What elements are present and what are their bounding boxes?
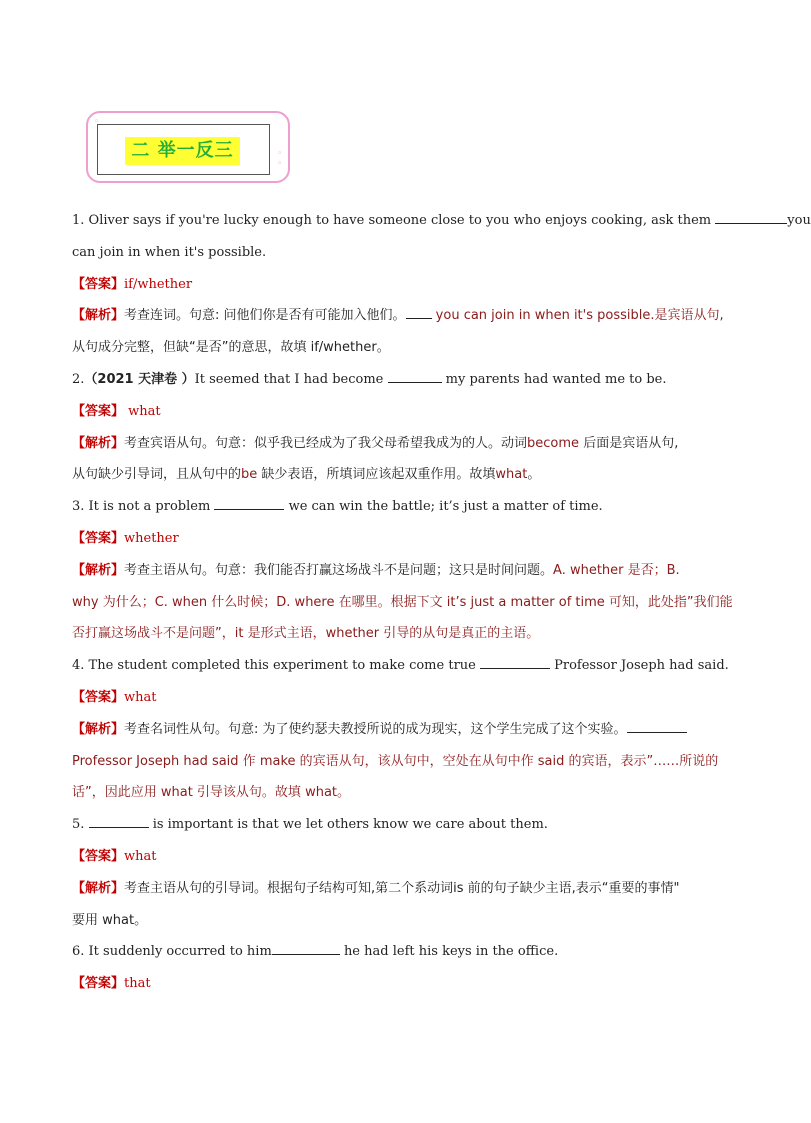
answer-value: whether [124,530,179,546]
analysis-5 [72,873,722,905]
analysis-4 [72,714,722,746]
decoration-dot: ◦ [277,159,283,169]
analysis-text: 缺少表语，所填词应该起双重作用。故填 [261,467,496,483]
question-text: 4. The student completed this experiment to make come true [72,658,476,674]
analysis-label: 【解析】 [72,880,125,896]
answer-label: 【答案】 [72,848,125,864]
analysis-4-cont [72,777,722,809]
analysis-2-cont [72,459,722,491]
analysis-3 [72,555,722,587]
blank [406,304,432,319]
answer-value: if/whether [124,276,193,292]
blank [214,495,284,510]
analysis-3-cont [72,618,722,650]
answer-2 [72,396,722,428]
question-text: It seemed that I had become [194,371,384,387]
question-source: （2021 天津卷 ） [84,371,195,387]
question-6 [72,936,722,968]
answer-value: what [128,403,161,419]
question-4 [72,650,729,682]
analysis-text: 考查主语从句的引导词。根据句子结构可知,第二个系动词is 前的句子缺少主语,表示“重要的事情" [124,880,680,896]
analysis-text: 考查连词。句意: 问他们你是否有可能加入他们。 [124,308,406,324]
answer-4 [72,682,722,714]
analysis-1 [72,300,722,332]
blank [627,718,687,733]
analysis-label: 【解析】 [72,562,125,578]
analysis-text: 从句缺少引导词，且从句中的 [72,467,242,483]
question-text: can join in when it's possible. [72,244,267,260]
answer-label: 【答案】 [72,403,125,419]
blank [89,813,149,828]
question-text: is important is that we let others know we care about them. [152,817,548,833]
question-2 [72,364,722,396]
decoration-dot: ◦ [277,149,283,159]
question-1-cont [72,237,722,269]
analysis-text: 否打赢这场战斗不是问题”，it 是形式主语，whether 引导的从句是真正的主语。 [72,626,540,642]
analysis-text: 。 [527,467,541,483]
analysis-text: 考查主语从句。句意：我们能否打赢这场战斗不是问题；这只是时间问题。 [124,562,554,578]
answer-3 [72,523,722,555]
question-text: we can win the battle; it’s just a matter of time. [288,499,603,515]
answer-value: that [124,976,151,992]
question-text: 6. It suddenly occurred to him [72,944,272,960]
answer-value: what [124,848,157,864]
analysis-label: 【解析】 [72,435,125,451]
answer-1 [72,269,722,301]
analysis-text: Professor Joseph had said 作 make 的宾语从句，该从句中，空处在从句中作 said 的宾语，表示”……所说的 [72,753,719,769]
answer-6 [72,968,722,1000]
analysis-text: 考查宾语从句。句意：似乎我已经成为了我父母希望我成为的人。动词 [124,435,528,451]
analysis-3-cont [72,587,733,619]
analysis-text: 要用 what。 [72,912,148,928]
question-1 [72,205,811,237]
analysis-text: what [495,467,528,483]
analysis-text: 从句成分完整，但缺“是否”的意思，故填 if/whether。 [72,340,390,356]
analysis-5-cont [72,905,722,937]
analysis-text: 后面是宾语从句, [583,435,679,451]
analysis-1-cont [72,332,722,364]
answer-label: 【答案】 [72,976,125,992]
analysis-text: A. whether 是否；B. [553,562,680,578]
blank [480,654,550,669]
analysis-2 [72,428,722,460]
analysis-4-cont [72,746,722,778]
decoration-dot: ◦ [94,117,100,127]
analysis-text: be [241,467,258,483]
blank [272,940,340,955]
answer-label: 【答案】 [72,530,125,546]
analysis-label: 【解析】 [72,308,125,324]
analysis-text: 是宾语从句, [654,308,724,324]
question-text: 1. Oliver says if you're lucky enough to have someone close to you who enjoys cooking, ask them [72,213,712,228]
question-3 [72,491,722,523]
section-title: 二 举一反三 [125,137,240,165]
blank [388,368,442,383]
question-number: 5. [72,817,85,833]
document-body [72,205,811,1000]
question-text: you [787,213,811,228]
question-5 [72,809,722,841]
blank [715,209,787,224]
answer-value: what [124,689,157,705]
analysis-text: why 为什么；C. when 什么时候；D. where 在哪里。根据下文 it’s just a matter of time 可知，此处指”我们能 [72,594,733,610]
question-text: my parents had wanted me to be. [445,371,667,387]
answer-label: 【答案】 [72,276,125,292]
answer-5 [72,841,722,873]
analysis-text: become [527,435,580,451]
question-text: he had left his keys in the office. [343,944,559,960]
analysis-text: 话”，因此应用 what 引导该从句。故填 what。 [72,785,351,801]
question-text: Professor Joseph had said. [554,658,729,674]
analysis-text: you can join in when it's possible. [435,308,655,324]
question-number: 2. [72,371,85,387]
question-text: 3. It is not a problem [72,499,211,515]
analysis-text: 考查名词性从句。句意: 为了使约瑟夫教授所说的成为现实，这个学生完成了这个实验。 [124,721,627,737]
answer-label: 【答案】 [72,689,125,705]
analysis-label: 【解析】 [72,721,125,737]
